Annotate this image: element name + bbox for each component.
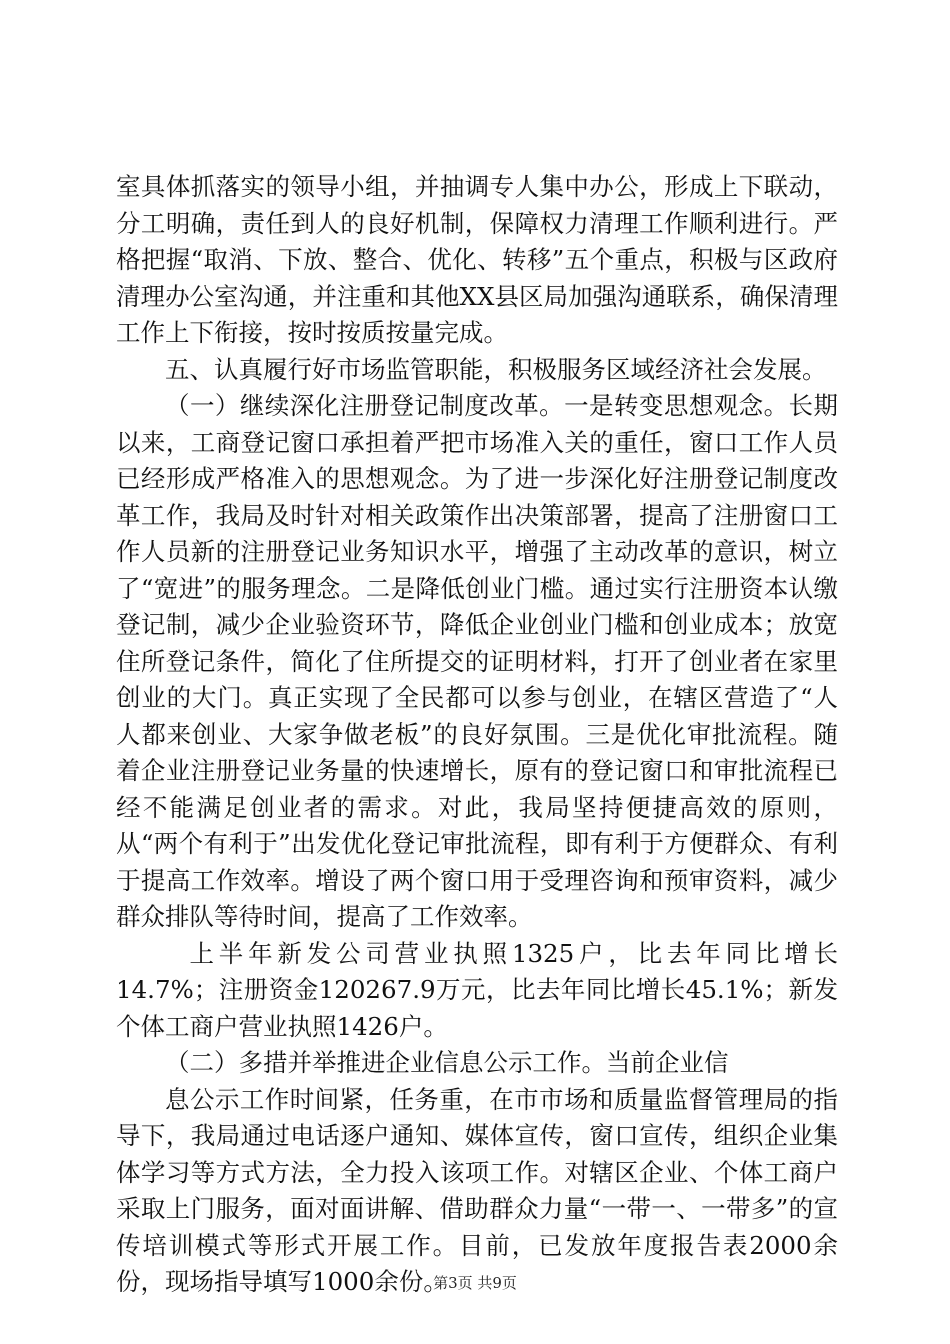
paragraph-statistics: 上半年新发公司营业执照1325户，比去年同比增长14.7%；注册资金120267.9万元，比去年同比增长45.1%；新发个体工商户营业执照1426户。	[116, 938, 838, 1041]
section-heading-five: 五、认真履行好市场监管职能，积极服务区域经济社会发展。	[165, 354, 827, 384]
paragraph-info-disclosure-body: 息公示工作时间紧，任务重，在市市场和质量监督管理局的指导下，我局通过电话逐户通知、媒体宣传，窗口宣传，组织企业集体学习等方式方法，全力投入该项工作。对辖区企业、个体工商户采取上门服务，面对面讲解、借助群众力量“一带一、一带多”的宣传培训模式等形式开展工作。目前，已发放年度报告表2000余份，现场指导填写1000余份。	[116, 1084, 838, 1296]
document-body	[116, 169, 838, 1301]
paragraph-continuation: 室具体抓落实的领导小组，并抽调专人集中办公，形成上下联动，分工明确，责任到人的良好机制，保障权力清理工作顺利进行。严格把握“取消、下放、整合、优化、转移”五个重点，积极与区政府清理办公室沟通，并注重和其他XX县区局加强沟通联系，确保清理工作上下衔接，按时按质按量完成。	[116, 172, 838, 347]
paragraph-info-disclosure-heading: （二）多措并举推进企业信息公示工作。当前企业信	[165, 1048, 729, 1077]
page-number-footer: 第3页 共9页	[433, 1274, 517, 1292]
paragraph-registration-reform: （一）继续深化注册登记制度改革。一是转变思想观念。长期以来，工商登记窗口承担着严把市场准入关的重任，窗口工作人员已经形成严格准入的思想观念。为了进一步深化好注册登记制度改革工作，我局及时针对相关政策作出决策部署，提高了注册窗口工作人员新的注册登记业务知识水平，增强了主动改革的意识，树立了“宽进”的服务理念。二是降低创业门槛。通过实行注册资本认缴登记制，减少企业验资环节，降低企业创业门槛和创业成本；放宽住所登记条件，简化了住所提交的证明材料，打开了创业者在家里创业的大门。真正实现了全民都可以参与创业，在辖区营造了“人人都来创业、大家争做老板”的良好氛围。三是优化审批流程。随着企业注册登记业务量的快速增长，原有的登记窗口和审批流程已经不能满足创业者的需求。对此，我局坚持便捷高效的原则，从“两个有利于”出发优化登记审批流程，即有利于方便群众、有利于提高工作效率。增设了两个窗口用于受理咨询和预审资料，减少群众排队等待时间，提高了工作效率。	[116, 391, 838, 931]
